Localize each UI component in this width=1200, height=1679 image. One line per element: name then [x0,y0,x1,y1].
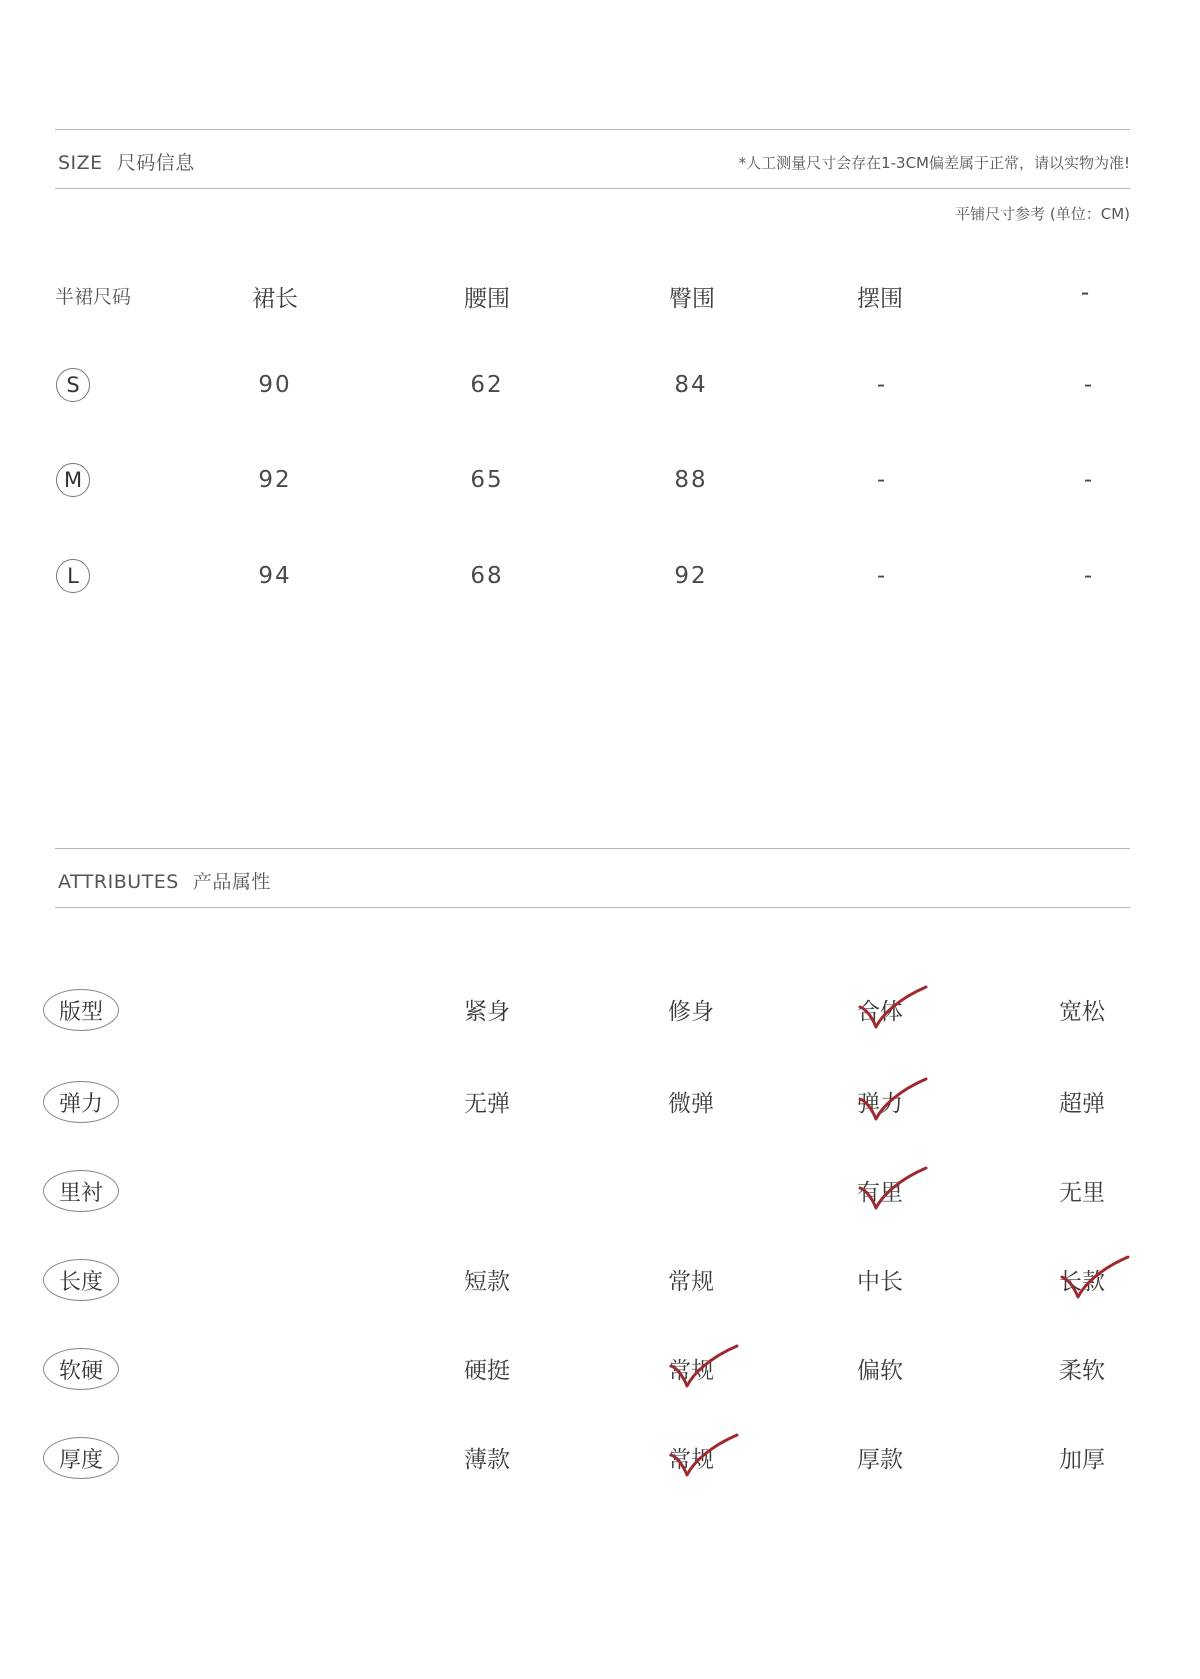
attribute-option: 常规 [668,1269,714,1295]
size-title-en: SIZE [58,152,103,174]
checkmark-icon [858,1077,930,1125]
attribute-name-badge: 厚度 [43,1437,119,1479]
size-title-cn: 尺码信息 [116,152,195,174]
size-value: 94 [258,563,292,589]
attribute-option: 微弹 [668,1091,714,1117]
attribute-name-badge: 弹力 [43,1081,119,1123]
attribute-option: 偏软 [857,1358,903,1384]
size-header-5: - [1080,280,1090,306]
attribute-option: 常规 [668,1447,714,1473]
attribute-option: 紧身 [464,999,510,1025]
attribute-option: 薄款 [464,1447,510,1473]
size-value: - [876,372,888,398]
attribute-option: 超弹 [1059,1091,1105,1117]
size-value: 92 [674,563,708,589]
attribute-option: 加厚 [1059,1447,1105,1473]
attribute-name-badge: 长度 [43,1259,119,1301]
attribute-option: 长款 [1059,1269,1105,1295]
size-value: 65 [470,467,504,493]
size-badge-l: L [56,559,90,593]
attributes-title-en: ATTRIBUTES [58,871,179,893]
attribute-option: 修身 [668,999,714,1025]
size-value: 62 [470,372,504,398]
measurement-disclaimer: *人工测量尺寸会存在1-3CM偏差属于正常，请以实物为准! [738,154,1130,172]
size-value: 88 [674,467,708,493]
attribute-name-badge: 版型 [43,989,119,1031]
checkmark-icon [1060,1255,1132,1303]
attributes-title-cn: 产品属性 [192,871,271,893]
size-badge-s: S [56,368,90,402]
checkmark-icon [669,1344,741,1392]
attribute-option: 厚款 [857,1447,903,1473]
size-value: - [1083,467,1095,493]
size-value: 68 [470,563,504,589]
size-header-4: 摆围 [857,286,903,312]
attribute-option: 合体 [857,999,903,1025]
size-header-0: 半裙尺码 [55,286,132,308]
size-top-divider [55,129,1130,130]
attribute-option: 硬挺 [464,1358,510,1384]
size-badge-m: M [56,463,90,497]
attribute-option: 无里 [1059,1180,1105,1206]
attribute-option: 中长 [857,1269,903,1295]
size-value: - [1083,372,1095,398]
attribute-name-badge: 里衬 [43,1170,119,1212]
attribute-option: 弹力 [857,1091,903,1117]
size-section-title [58,148,195,175]
attribute-option: 常规 [668,1358,714,1384]
size-value: - [876,467,888,493]
size-value: 90 [258,372,292,398]
size-header-3: 臀围 [669,286,715,312]
size-value: 92 [258,467,292,493]
checkmark-icon [669,1433,741,1481]
attribute-option: 有里 [857,1180,903,1206]
checkmark-icon [858,985,930,1033]
attribute-option: 宽松 [1059,999,1105,1025]
size-header-1: 裙长 [252,286,298,312]
size-bottom-divider [55,188,1130,189]
checkmark-icon [858,1166,930,1214]
attributes-section-title [58,867,271,894]
size-value: 84 [674,372,708,398]
unit-note: 平铺尺寸参考 (单位：CM) [955,205,1130,223]
attribute-name-badge: 软硬 [43,1348,119,1390]
size-header-2: 腰围 [464,286,510,312]
attribute-option: 无弹 [464,1091,510,1117]
size-value: - [876,563,888,589]
attribute-option: 柔软 [1059,1358,1105,1384]
size-value: - [1083,563,1095,589]
attributes-top-divider [55,848,1130,849]
attributes-bottom-divider [55,907,1130,908]
attribute-option: 短款 [464,1269,510,1295]
